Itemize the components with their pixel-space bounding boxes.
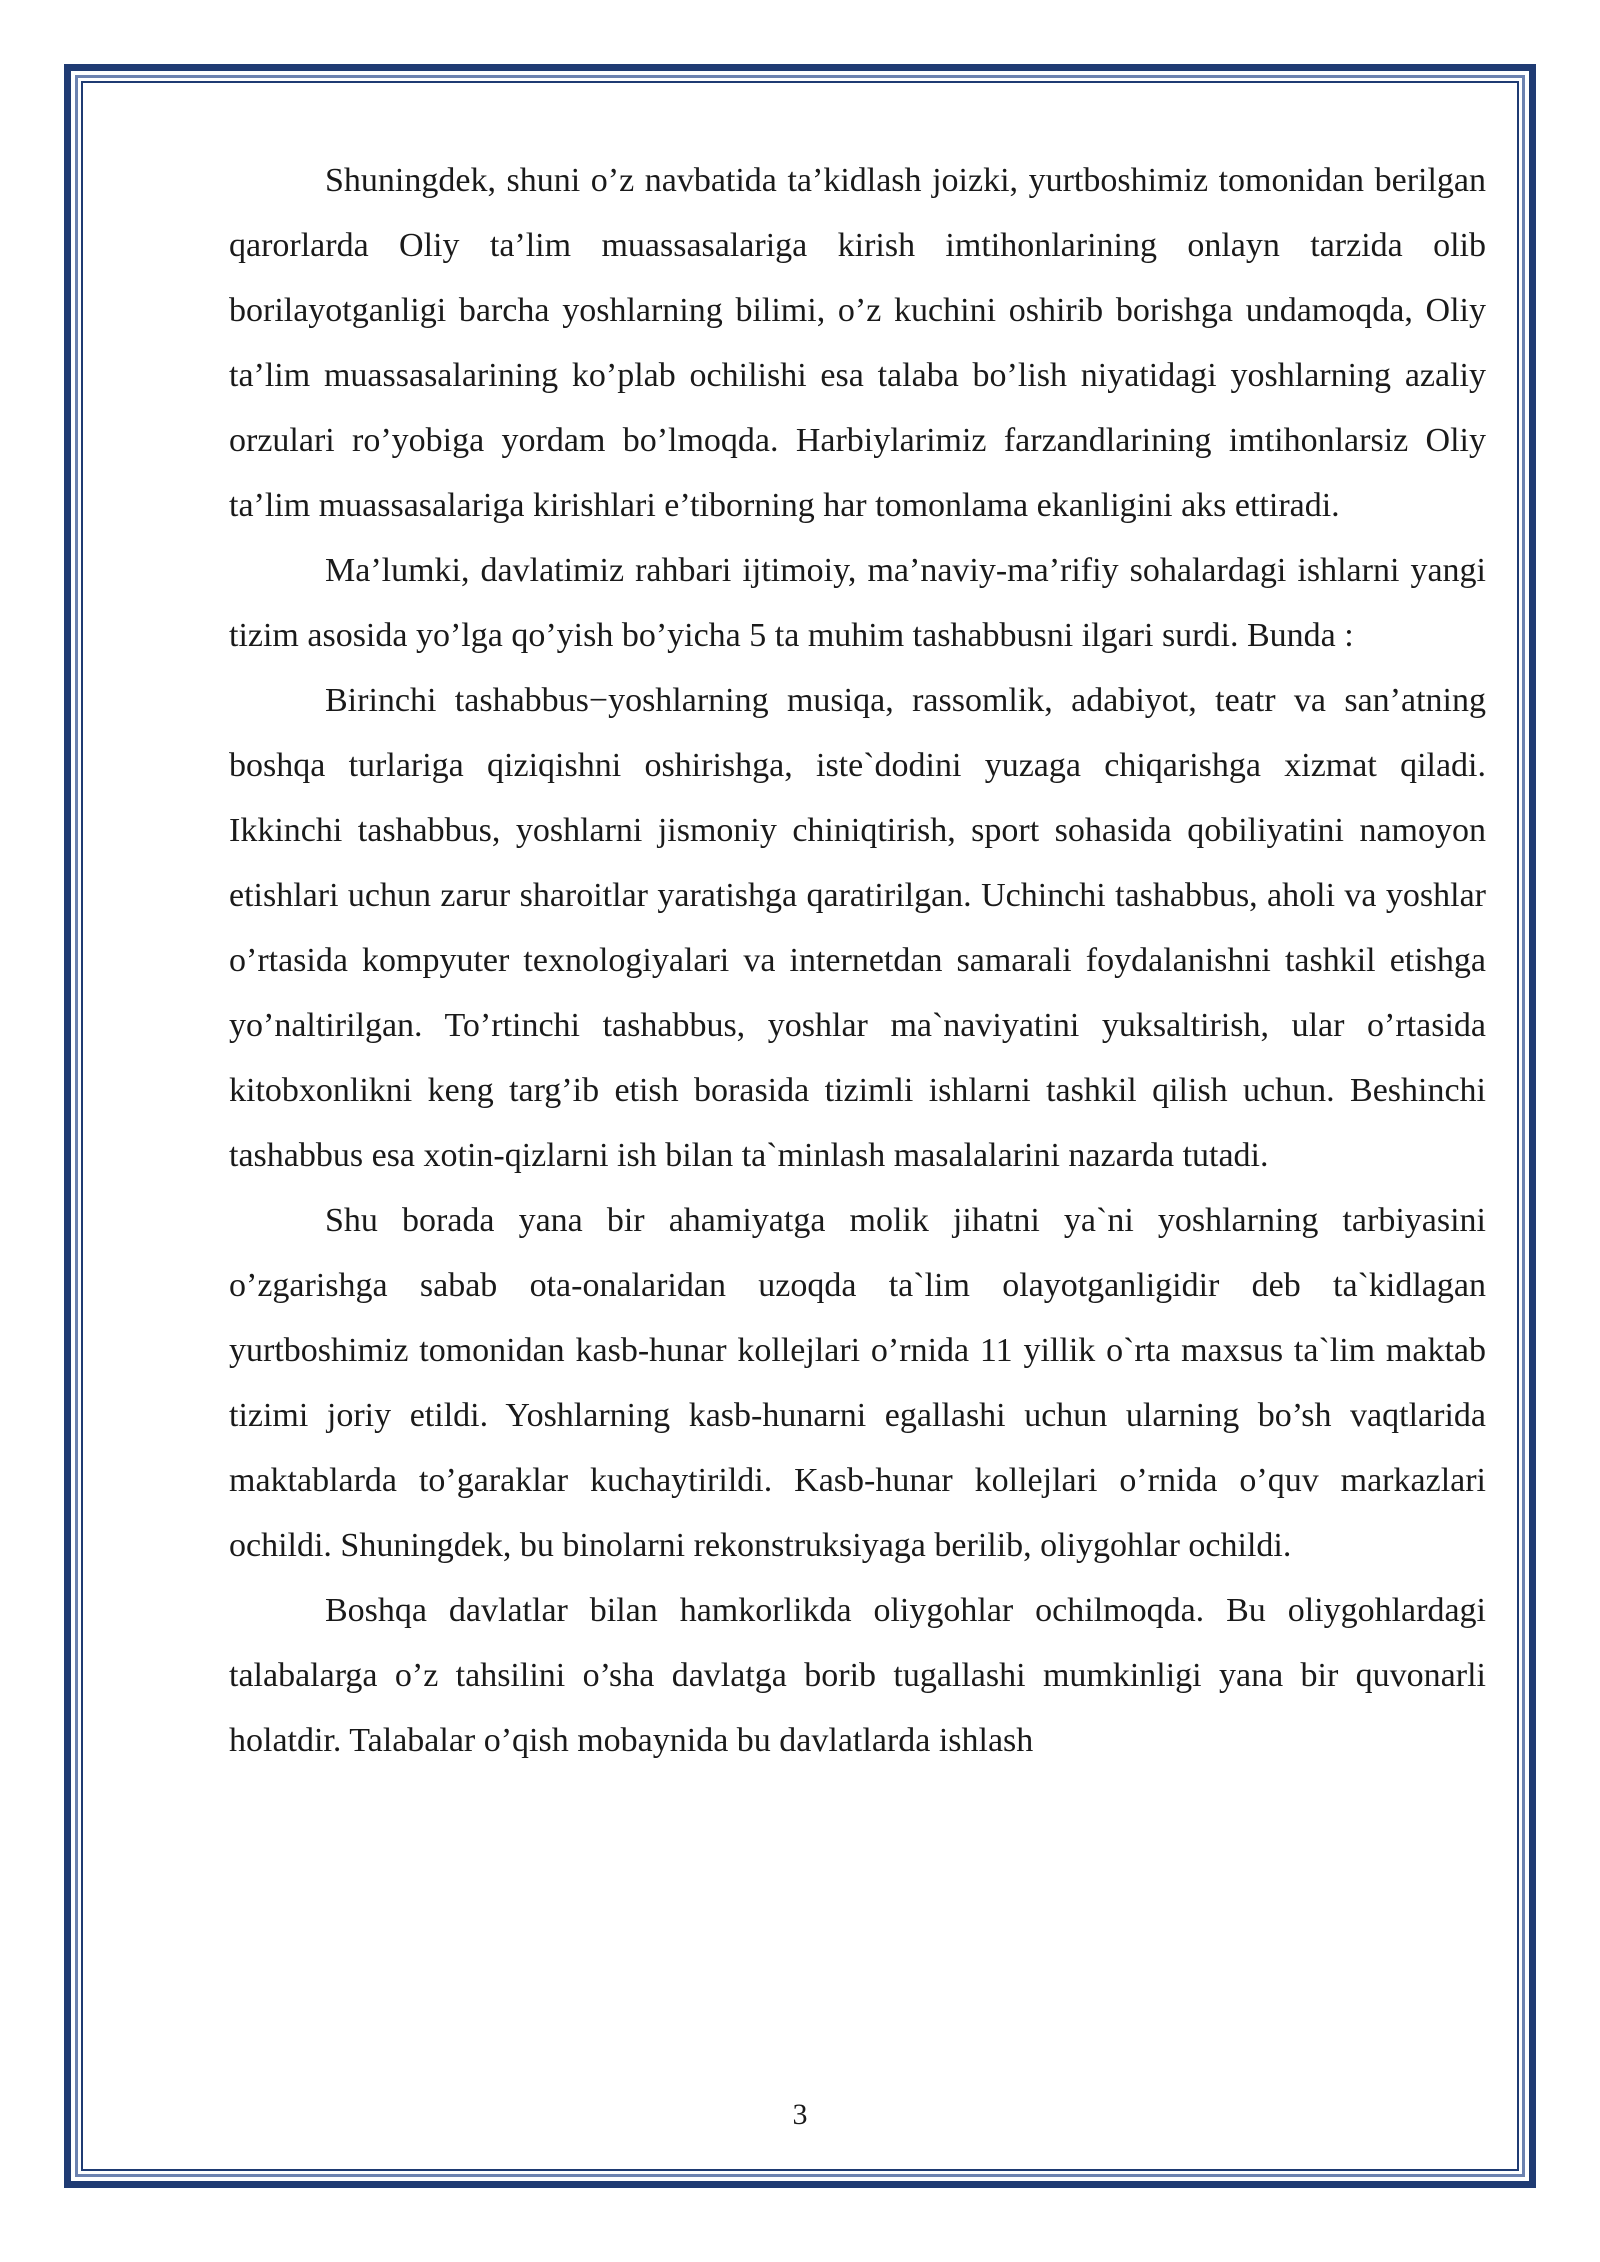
paragraph: Birinchi tashabbus−yoshlarning musiqa, rassomlik, adabiyot, teatr va san’atning boshqa turlariga qiziqishni oshirishga, iste`dodini yuzaga chiqarishga xizmat qiladi. Ikkinchi tashabbus, yoshlarni jismoniy chiniqtirish, sport sohasida qobiliyatini namoyon etishlari uchun zarur sharoitlar yaratishga qaratirilgan. Uchinchi tashabbus, aholi va yoshlar o’rtasida kompyuter texnologiyalari va internetdan samarali foydalanishni tashkil etishga yo’naltirilgan. To’rtinchi tashabbus, yoshlar ma`naviyatini yuksaltirish, ular o’rtasida kitobxonlikni keng targ’ib etish borasida tizimli ishlarni tashkil qilish uchun. Beshinchi tashabbus esa xotin-qizlarni ish bilan ta`minlash masalalarini nazarda tutadi.: [229, 682, 1486, 1174]
page-number: 3: [792, 2098, 808, 2131]
paragraph: Boshqa davlatlar bilan hamkorlikda oliygohlar ochilmoqda. Bu oliygohlardagi talabalarga o’z tahsilini o’sha davlatga borib tugallashi mumkinligi yana bir quvonarli holatdir. Talabalar o’qish mobaynida bu davlatlarda ishlash: [229, 1592, 1486, 1759]
document-body: [229, 148, 1486, 1773]
paragraph: Ma’lumki, davlatimiz rahbari ijtimoiy, ma’naviy-ma’rifiy sohalardagi ishlarni yangi tizim asosida yo’lga qo’yish bo’yicha 5 ta muhim tashabbusni ilgari surdi. Bunda :: [229, 552, 1486, 654]
paragraph: Shuningdek, shuni o’z navbatida ta’kidlash joizki, yurtboshimiz tomonidan berilgan qarorlarda Oliy ta’lim muassasalariga kirish imtihonlarining onlayn tarzida olib borilayotganligi barcha yoshlarning bilimi, o’z kuchini oshirib borishga undamoqda, Oliy ta’lim muassasalarining ko’plab ochilishi esa talaba bo’lish niyatidagi yoshlarning azaliy orzulari ro’yobiga yordam bo’lmoqda. Harbiylarimiz farzandlarining imtihonlarsiz Oliy ta’lim muassasalariga kirishlari e’tiborning har tomonlama ekanligini aks ettiradi.: [229, 162, 1486, 524]
paragraph: Shu borada yana bir ahamiyatga molik jihatni ya`ni yoshlarning tarbiyasini o’zgarishga sabab ota-onalaridan uzoqda ta`lim olayotganligidir deb ta`kidlagan yurtboshimiz tomonidan kasb-hunar kollejlari o’rnida 11 yillik o`rta maxsus ta`lim maktab tizimi joriy etildi. Yoshlarning kasb-hunarni egallashi uchun ularning bo’sh vaqtlarida maktablarda to’garaklar kuchaytirildi. Kasb-hunar kollejlari o’rnida o’quv markazlari ochildi. Shuningdek, bu binolarni rekonstruksiyaga berilib, oliygohlar ochildi.: [229, 1202, 1486, 1564]
